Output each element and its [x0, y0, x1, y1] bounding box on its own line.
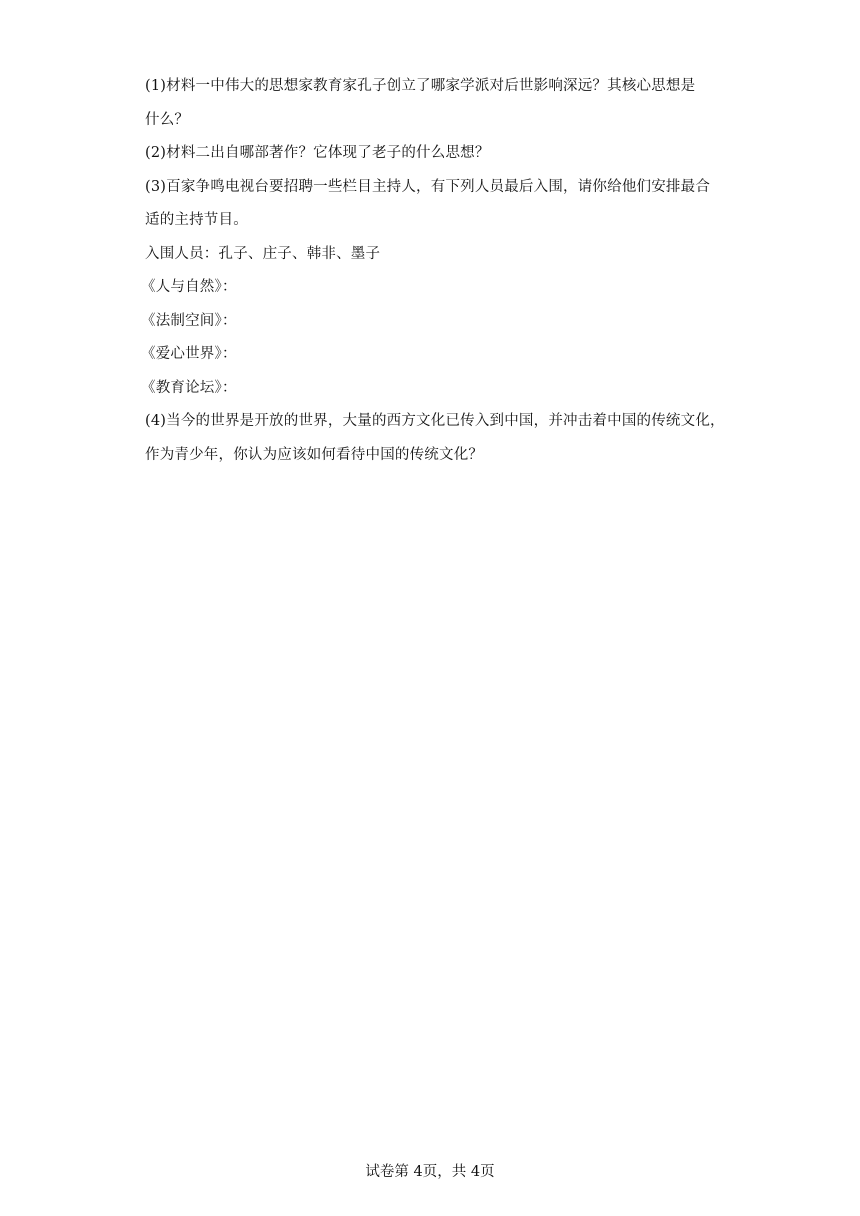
program-law: 《法制空间》：: [141, 312, 237, 329]
program-love: 《爱心世界》：: [141, 346, 237, 362]
question-4-line-1: (4)当今的世界是开放的世界，大量的西方文化已传入到中国，并冲击着中国的传统文化，: [145, 413, 725, 429]
question-3-line-1: (3)百家争鸣电视台要招聘一些栏目主持人，有下列人员最后入围，请你给他们安排最合: [145, 178, 711, 195]
page-number-footer: 试卷第 4页，共 4页: [365, 1164, 495, 1180]
question-3-line-2: 适的主持节目。: [145, 212, 248, 228]
program-education: 《教育论坛》：: [141, 379, 237, 396]
candidates-list: 入围人员：孔子、庄子、韩非、墨子: [145, 245, 381, 262]
question-2: (2)材料二出自哪部著作？它体现了老子的什么思想？: [145, 145, 490, 161]
question-4-line-2: 作为青少年，你认为应该如何看待中国的传统文化？: [145, 446, 484, 463]
question-1-line-2: 什么？: [145, 111, 190, 128]
question-1-line-1: (1)材料一中伟大的思想家教育家孔子创立了哪家学派对后世影响深远？其核心思想是: [145, 78, 696, 94]
program-nature: 《人与自然》：: [141, 279, 237, 295]
question-block: [141, 70, 725, 472]
